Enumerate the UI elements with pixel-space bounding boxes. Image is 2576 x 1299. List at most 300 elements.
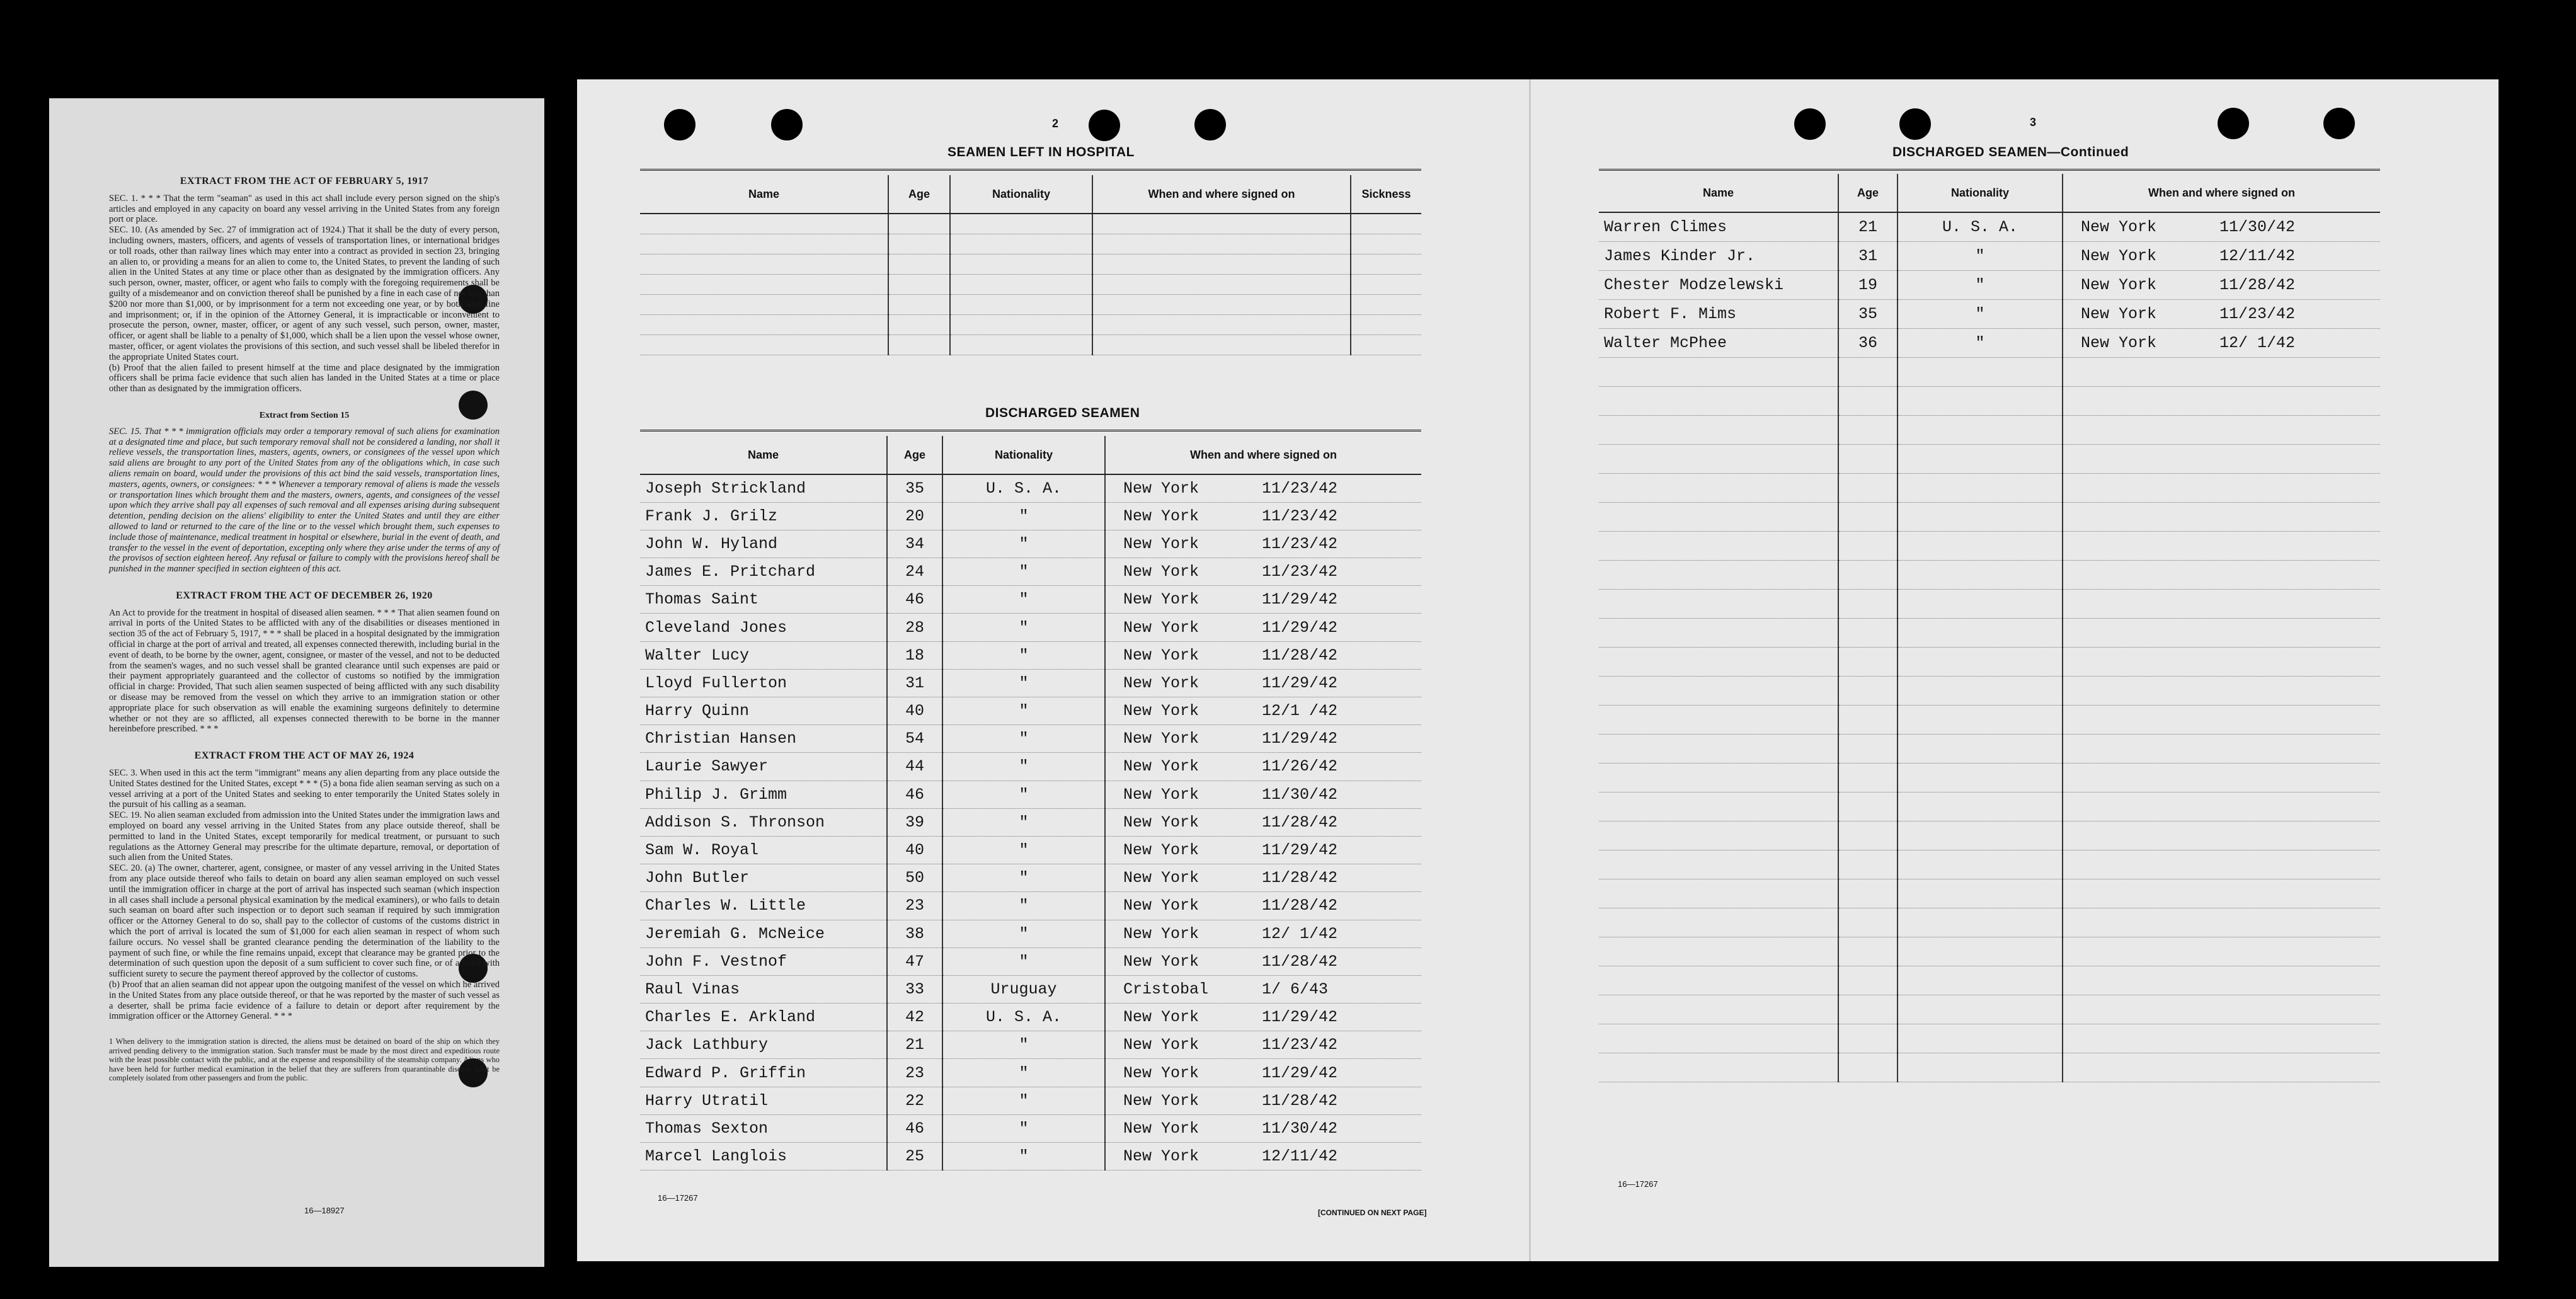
table-cell: Joseph Strickland [640,474,887,502]
para-1917-sec1: SEC. 1. * * * That the term "seaman" as used in this act shall include every person signed on the ship's articles and employed in any capacity on board any vessel arriving in the United States from any foreign port or place. [109,193,500,225]
table-row [1599,560,2380,589]
table-cell: 18 [887,641,942,669]
signed-on-date: 11/28/42 [2219,275,2296,294]
table-cell: Frank J. Grilz [640,502,887,530]
signed-on-place: New York [2081,246,2157,265]
signed-on-place: New York [1123,785,1199,804]
table-cell [2063,908,2380,937]
table-cell [1599,444,1838,473]
table-row [1599,647,2380,676]
table-cell [2063,792,2380,821]
table-row [1599,908,2380,937]
signed-on-date: 11/23/42 [2219,304,2296,323]
table-cell: U. S. A. [942,474,1105,502]
table-cell [2063,241,2380,270]
table-cell [2063,357,2380,386]
table-cell [1838,908,1898,937]
table-cell: Walter Lucy [640,641,887,669]
signed-on-date: 12/ 1/42 [1262,924,1338,943]
table-row [640,474,1421,502]
column-header: Nationality [950,175,1092,214]
column-header: Nationality [1898,174,2063,212]
table-cell [1838,589,1898,618]
discharged-continued-title: DISCHARGED SEAMEN—Continued [1892,145,2129,159]
table-cell [1599,763,1838,792]
binder-hole [1794,108,1826,140]
table-row [640,530,1421,558]
table-cell [950,214,1092,234]
table-row [640,808,1421,836]
form-number-page-2: 16—17267 [658,1193,698,1203]
table-cell [640,274,888,294]
table-cell [1838,386,1898,415]
table-cell [2063,937,2380,966]
table-cell [2063,1053,2380,1082]
signed-on-date: 11/23/42 [1262,479,1338,498]
table-cell [2063,328,2380,357]
binder-hole [1899,108,1931,140]
table-row [640,947,1421,975]
table-row [1599,473,2380,502]
manifest-sheet [577,79,2499,1261]
table-cell: Thomas Sexton [640,1114,887,1142]
table-row [640,1114,1421,1142]
signed-on-place: New York [1123,813,1199,832]
table-cell [1599,531,1838,560]
table-cell [1599,647,1838,676]
table-row [1599,357,2380,386]
table-cell [640,254,888,274]
heading-act-1920: EXTRACT FROM THE ACT OF DECEMBER 26, 1920 [176,590,433,601]
table-cell [1838,444,1898,473]
table-cell: Uruguay [942,975,1105,1003]
table-cell [1599,879,1838,908]
table-cell: Cleveland Jones [640,614,887,641]
table-row [1599,821,2380,850]
table-row [1599,589,2380,618]
table-cell: Raul Vinas [640,975,887,1003]
table-row [1599,850,2380,879]
table-cell [1898,531,2063,560]
signed-on-place: New York [1123,841,1199,860]
table-cell [1599,705,1838,734]
binder-hole [771,109,803,140]
table-cell [1898,560,2063,589]
table-cell: 38 [887,920,942,947]
table-cell [1838,415,1898,444]
signed-on-place: New York [1123,479,1199,498]
table-cell [2063,763,2380,792]
table-cell [1838,734,1898,763]
signed-on-place: New York [1123,563,1199,581]
signed-on-place: New York [1123,952,1199,971]
table-cell [2063,299,2380,328]
signed-on-place: New York [2081,333,2157,352]
column-header: When and where signed on [2063,174,2380,212]
table-row [1599,299,2380,328]
table-cell [2063,647,2380,676]
table-row [1599,734,2380,763]
table-cell: " [942,530,1105,558]
table-cell: " [942,864,1105,892]
table-cell [1105,1004,1421,1031]
table-cell: Lloyd Fullerton [640,669,887,697]
signed-on-date: 12/1 /42 [1262,702,1338,721]
table-cell [1351,314,1421,335]
table-cell: 54 [887,725,942,753]
discharged-table [640,436,1421,1170]
hospital-section-title: SEAMEN LEFT IN HOSPITAL [947,145,1135,159]
table-cell [640,294,888,314]
table-cell: 19 [1838,270,1898,299]
table-cell: " [942,725,1105,753]
table-cell [950,234,1092,254]
table-cell [1898,1024,2063,1053]
table-cell [1898,473,2063,502]
table-cell [1105,530,1421,558]
table-cell [1898,647,2063,676]
table-cell: Edward P. Griffin [640,1059,887,1087]
signed-on-place: New York [1123,1063,1199,1082]
table-cell [1599,502,1838,531]
table-cell: 44 [887,753,942,781]
table-cell [1838,792,1898,821]
signed-on-place: New York [1123,757,1199,776]
table-cell [1105,864,1421,892]
table-row [640,725,1421,753]
signed-on-place: New York [1123,702,1199,721]
signed-on-date: 11/28/42 [1262,869,1338,888]
table-row [640,502,1421,530]
heading-act-1917: EXTRACT FROM THE ACT OF FEBRUARY 5, 1917 [180,176,429,186]
column-header: Name [1599,174,1838,212]
table-cell: 46 [887,586,942,614]
table-row [640,314,1421,335]
column-header: Name [640,175,888,214]
binder-hole [1089,110,1120,141]
table-row [1599,270,2380,299]
table-cell [1898,444,2063,473]
table-cell [1105,920,1421,947]
para-1924-proof: (b) Proof that an alien seaman did not appear upon the outgoing manifest of the vessel on which he arrived in the United States from any place outside thereof, or that he was reported by the master of such vessel as a deserter, shall be prima facie evidence of a failure to detain or deport after requirement by the immigration officer or the Attorney General. * * * [109,979,500,1022]
table-cell [1898,386,2063,415]
table-cell [1898,792,2063,821]
table-row [640,234,1421,254]
para-1924-sec19: SEC. 19. No alien seaman excluded from admission into the United States under the immigration laws and employed on board any vessel arriving in the United States from any place outside thereof, shall be permitted to land in the United States, except temporarily for medical treatment, or pursuant to such regulations as the Attorney General may prescribe for the ultimate departure, removal, or deportation of such alien from the United States. [109,810,500,863]
page-number-3: 3 [2030,116,2037,129]
table-cell: " [1898,270,2063,299]
table-cell [1898,879,2063,908]
table-row [1599,937,2380,966]
signed-on-date: 11/30/42 [1262,1119,1338,1138]
table-cell: John W. Hyland [640,530,887,558]
table-cell [950,274,1092,294]
table-cell [1898,734,2063,763]
table-cell [1105,947,1421,975]
table-cell [1838,1053,1898,1082]
table-row [1599,212,2380,241]
table-cell [1351,294,1421,314]
table-cell [1599,1024,1838,1053]
binder-hole [2323,108,2355,139]
table-cell [1105,1087,1421,1114]
table-row [1599,444,2380,473]
table-row [1599,792,2380,821]
signed-on-place: New York [1123,534,1199,553]
table-cell [1599,1053,1838,1082]
table-cell [1838,937,1898,966]
table-row [640,335,1421,355]
signed-on-place: New York [1123,924,1199,943]
table-cell [1105,975,1421,1003]
table-cell [1838,995,1898,1024]
signed-on-date: 11/28/42 [1262,813,1338,832]
table-cell [888,254,950,274]
table-cell: Harry Quinn [640,697,887,725]
table-cell [1351,214,1421,234]
signed-on-place: New York [1123,673,1199,692]
table-cell [1105,1059,1421,1087]
table-cell [1105,1114,1421,1142]
signed-on-date: 11/29/42 [1262,730,1338,748]
table-cell [1599,589,1838,618]
signed-on-place: New York [1123,506,1199,525]
table-cell [1599,995,1838,1024]
table-cell [640,314,888,335]
table-cell [2063,386,2380,415]
column-header: Nationality [942,436,1105,474]
table-cell [1898,705,2063,734]
table-row [1599,415,2380,444]
footnote: 1 When delivery to the immigration station is directed, the aliens must be detained on board of the ship on which they arrived pending delivery to the immigration station. Such transfer must be made by the most direct and expeditious route with the least possible contact with the public, and at the expense and responsibility of the steamship company. Aliens who have been held for further medical examination in the belief that they are sufferers from quarantinable disease must be completely isolated from other passengers and from the public. [109,1037,500,1083]
table-cell [1105,558,1421,586]
table-cell [1092,335,1351,355]
table-cell [1351,274,1421,294]
table-cell: 23 [887,1059,942,1087]
signed-on-date: 12/ 1/42 [2219,333,2296,352]
table-cell: Jeremiah G. McNeice [640,920,887,947]
table-cell: " [942,1059,1105,1087]
table-cell: 35 [1838,299,1898,328]
table-row [1599,705,2380,734]
table-cell: " [942,1031,1105,1059]
table-cell [1092,214,1351,234]
table-row [1599,1053,2380,1082]
table-cell: " [942,586,1105,614]
table-cell: James E. Pritchard [640,558,887,586]
table-cell [1599,560,1838,589]
table-cell [1105,808,1421,836]
table-row [1599,879,2380,908]
signed-on-date: 11/29/42 [1262,841,1338,860]
table-cell [2063,1024,2380,1053]
table-cell: Warren Climes [1599,212,1838,241]
table-cell [2063,850,2380,879]
table-cell: Marcel Langlois [640,1143,887,1170]
table-row [640,975,1421,1003]
table-cell: " [942,641,1105,669]
para-1917-sec10: SEC. 10. (As amended by Sec. 27 of immigration act of 1924.) That it shall be the duty of every person, including owners, masters, officers, and agents of vessels of transportation lines, or international bridges or toll roads, other than railway lines which may enter into a contract as provided in section 23, bringing an alien to, or providing a means for an alien to come to, the United States, to prevent the landing of such alien in the United States at any time or place other than as designated by the immigration officers. Any such person, owner, master, officer, or agent who fails to comply with the foregoing requirements shall be guilty of a misdemeanor and on conviction thereof shall be punished by a fine in each case of not less than $200 nor more than $1,000, or by imprisonment for a term not exceeding one year, or by both such fine and imprisonment; or, if in the opinion of the Attorney General, it is impracticable or inconvenient to prosecute the person, owner, master, officer, or agent of any such vessel, such person, owner, master, officer, or agent shall be liable to a penalty of $1,000, which shall be a lien upon the vessel whose owner, master, officer, or agent violates the provisions of this section, and such vessel shall be libeled therefor in the appropriate United States court. [109,225,500,362]
legal-text-block [109,176,500,1083]
signed-on-place: New York [1123,590,1199,609]
page-fold [1529,79,1531,1261]
signed-on-date: 11/29/42 [1262,618,1338,637]
table-cell: 46 [887,781,942,808]
table-cell [950,254,1092,274]
table-cell: " [942,1114,1105,1142]
table-cell [950,314,1092,335]
table-cell [1105,697,1421,725]
table-cell [2063,473,2380,502]
signed-on-date: 12/11/42 [1262,1147,1338,1166]
table-cell [1105,753,1421,781]
table-cell: " [942,1143,1105,1170]
table-cell: 28 [887,614,942,641]
table-cell [1105,641,1421,669]
table-cell [2063,502,2380,531]
signed-on-place: New York [2081,304,2157,323]
table-cell [1105,1031,1421,1059]
table-cell: " [1898,328,2063,357]
table-cell [1898,908,2063,937]
table-cell: " [942,502,1105,530]
column-header: Age [888,175,950,214]
table-cell [2063,589,2380,618]
signed-on-date: 11/23/42 [1262,534,1338,553]
signed-on-date: 11/23/42 [1262,506,1338,525]
table-row [640,836,1421,864]
table-row [1599,328,2380,357]
heading-section-15: Extract from Section 15 [259,410,350,420]
table-row [640,214,1421,234]
table-cell [1599,676,1838,705]
table-row [640,1059,1421,1087]
table-cell [1838,676,1898,705]
table-cell [888,294,950,314]
binder-hole [2218,108,2249,139]
table-row [640,274,1421,294]
table-cell: 47 [887,947,942,975]
signed-on-place: New York [1123,618,1199,637]
table-cell [1838,879,1898,908]
table-row [640,753,1421,781]
table-row [640,558,1421,586]
table-row [640,697,1421,725]
table-cell: 21 [887,1031,942,1059]
table-cell: 24 [887,558,942,586]
table-cell: 20 [887,502,942,530]
table-row [640,1143,1421,1170]
table-cell: Addison S. Thronson [640,808,887,836]
para-1920: An Act to provide for the treatment in hospital of diseased alien seamen. * * * That alien seamen found on arrival in ports of the United States to be afflicted with any of the disabilities or diseases mentioned in section 35 of the act of February 5, 1917, * * * shall be placed in a hospital designated by the immigration official in charge at the port of arrival and treated, all expenses connected therewith, including burial in the event of death, to be borne by the owner, agent, consignee, or master of the vessel, and not to be deducted from the seamen's wages, and no such vessel shall be granted clearance until such expenses are paid or their payment appropriately guaranteed and the collector of customs so notified by the immigration official in charge: Provided, That such alien seamen suspected of being afflicted with any such disability or disease may be removed from the vessel on which they arrive to an immigration station or other appropriate place for such observation as will enable the examining surgeons definitely to determine whether or not they are so afflicted, all expenses connected therewith to be borne in the manner hereinbefore prescribed. * * * [109,607,500,735]
table-cell [1898,357,2063,386]
para-1917-proof: (b) Proof that the alien failed to present himself at the time and place designated by the immigration officers shall be prima facie evidence that such alien has landed in the United States at a time or place other than as designated by the immigration officers. [109,362,500,394]
table-row [640,1087,1421,1114]
table-cell [1898,589,2063,618]
table-cell: 21 [1838,212,1898,241]
table-cell: Christian Hansen [640,725,887,753]
table-cell: 23 [887,892,942,920]
binder-hole [1194,109,1226,140]
table-cell: 25 [887,1143,942,1170]
table-cell [1599,473,1838,502]
signed-on-place: New York [1123,1091,1199,1110]
table-cell [640,335,888,355]
table-cell [2063,212,2380,241]
table-cell [1838,560,1898,589]
table-cell [1351,234,1421,254]
table-cell: " [942,920,1105,947]
heading-act-1924: EXTRACT FROM THE ACT OF MAY 26, 1924 [194,750,415,762]
table-cell: 22 [887,1087,942,1114]
table-cell [2063,966,2380,995]
table-row [640,614,1421,641]
table-cell [1105,614,1421,641]
table-cell [888,335,950,355]
table-cell [1105,836,1421,864]
table-cell [1898,821,2063,850]
table-cell [1092,254,1351,274]
table-cell: Walter McPhee [1599,328,1838,357]
table-cell [1838,1024,1898,1053]
table-row [640,892,1421,920]
table-row [640,1004,1421,1031]
column-header: Sickness [1351,175,1421,214]
table-cell [1599,357,1838,386]
column-header: When and where signed on [1105,436,1421,474]
signed-on-place: New York [1123,1147,1199,1166]
table-cell [1838,618,1898,647]
table-row [1599,763,2380,792]
table-cell [1898,763,2063,792]
signed-on-date: 1/ 6/43 [1262,980,1329,999]
table-cell: 40 [887,697,942,725]
rule [640,430,1421,433]
signed-on-date: 11/28/42 [1262,646,1338,665]
table-cell [1838,821,1898,850]
rule [640,169,1421,173]
table-cell [1838,647,1898,676]
table-cell [1599,908,1838,937]
table-row [1599,241,2380,270]
table-cell [1838,473,1898,502]
signed-on-place: New York [1123,730,1199,748]
table-cell [1092,274,1351,294]
table-cell [950,335,1092,355]
table-cell [1105,474,1421,502]
table-cell: 35 [887,474,942,502]
table-cell [2063,995,2380,1024]
rule [1599,169,2380,173]
table-row [1599,618,2380,647]
table-cell: " [942,892,1105,920]
table-cell [2063,270,2380,299]
table-cell: Harry Utratil [640,1087,887,1114]
table-cell [2063,444,2380,473]
table-row [640,294,1421,314]
table-cell [1105,669,1421,697]
table-cell [1838,966,1898,995]
table-cell: John Butler [640,864,887,892]
column-header: Name [640,436,887,474]
table-cell [2063,560,2380,589]
table-row [640,864,1421,892]
table-cell [1838,705,1898,734]
table-cell [1092,294,1351,314]
table-cell [1599,966,1838,995]
table-cell: " [942,753,1105,781]
table-cell: " [942,697,1105,725]
